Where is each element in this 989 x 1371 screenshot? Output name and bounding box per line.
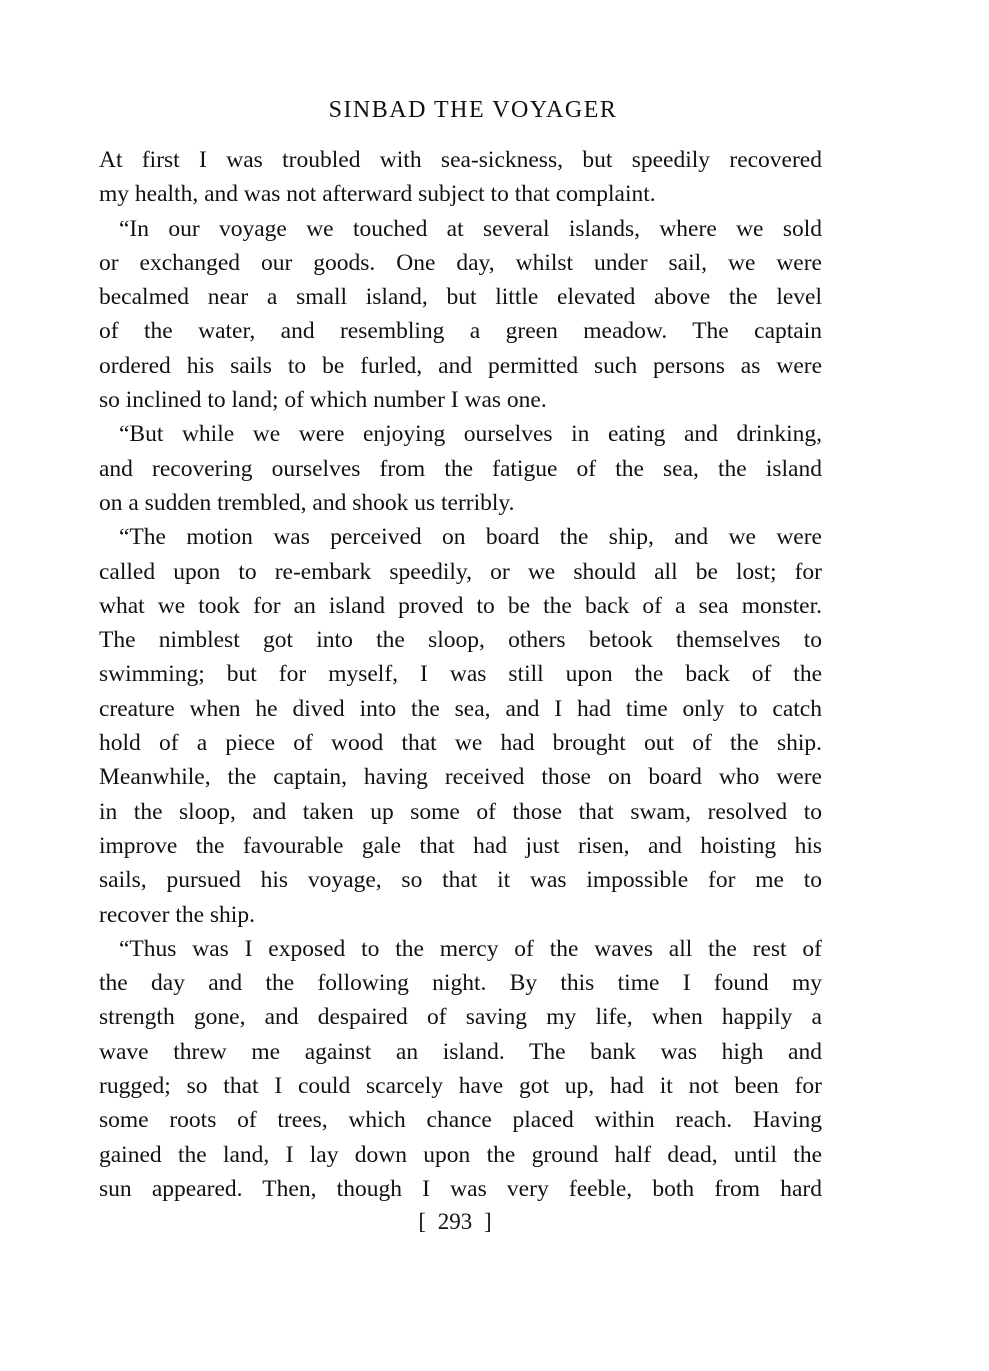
text-line: strength gone, and despaired of saving my life, when happily a xyxy=(99,1004,822,1031)
paragraph xyxy=(99,932,822,1206)
running-header: SINBAD THE VOYAGER xyxy=(328,97,618,123)
text-line: “Thus was I exposed to the mercy of the waves all the rest of xyxy=(119,935,822,962)
text-line: the day and the following night. By this time I found my xyxy=(99,970,822,997)
text-line: of the water, and resembling a green meadow. The captain xyxy=(99,318,822,345)
paragraph xyxy=(99,143,822,212)
paragraph xyxy=(99,417,822,520)
paragraph xyxy=(99,212,822,418)
text-line: sun appeared. Then, though I was very feeble, both from hard xyxy=(99,1175,822,1202)
text-line: some roots of trees, which chance placed within reach. Having xyxy=(99,1107,822,1134)
text-line: my health, and was not afterward subject to that complaint. xyxy=(99,181,656,208)
text-line: what we took for an island proved to be the back of a sea monster. xyxy=(99,592,822,619)
text-line: so inclined to land; of which number I was one. xyxy=(99,387,547,414)
text-line: called upon to re-embark speedily, or we should all be lost; for xyxy=(99,558,822,585)
text-line: Meanwhile, the captain, having received those on board who were xyxy=(99,764,822,791)
text-line: creature when he dived into the sea, and I had time only to catch xyxy=(99,695,822,722)
text-line: rugged; so that I could scarcely have got up, had it not been for xyxy=(99,1073,822,1100)
text-line: sails, pursued his voyage, so that it was impossible for me to xyxy=(99,867,822,894)
text-line: or exchanged our goods. One day, whilst under sail, we were xyxy=(99,249,822,276)
text-line: improve the favourable gale that had just risen, and hoisting his xyxy=(99,832,822,859)
page-number: [ 293 ] xyxy=(418,1209,492,1234)
text-line: becalmed near a small island, but little elevated above the level xyxy=(99,284,822,311)
text-line: “The motion was perceived on board the ship, and we were xyxy=(119,524,822,551)
text-line: “But while we were enjoying ourselves in eating and drinking, xyxy=(119,421,822,448)
text-line: At first I was troubled with sea-sickness, but speedily recovered xyxy=(99,147,822,173)
text-line: gained the land, I lay down upon the ground half dead, until the xyxy=(99,1141,822,1168)
text-line: in the sloop, and taken up some of those that swam, resolved to xyxy=(99,798,822,825)
text-line: ordered his sails to be furled, and permitted such persons as were xyxy=(99,352,822,379)
text-line: “In our voyage we touched at several islands, where we sold xyxy=(119,215,822,242)
text-line: and recovering ourselves from the fatigue of the sea, the island xyxy=(99,455,822,482)
text-line: recover the ship. xyxy=(99,901,255,928)
text-line: wave threw me against an island. The bank was high and xyxy=(99,1038,822,1065)
text-line: The nimblest got into the sloop, others betook themselves to xyxy=(99,627,822,654)
paragraph xyxy=(99,520,822,932)
text-line: swimming; but for myself, I was still upon the back of the xyxy=(99,661,822,688)
page-body xyxy=(99,143,822,1206)
text-line: hold of a piece of wood that we had brought out of the ship. xyxy=(99,730,822,757)
text-line: on a sudden trembled, and shook us terribly. xyxy=(99,489,515,516)
